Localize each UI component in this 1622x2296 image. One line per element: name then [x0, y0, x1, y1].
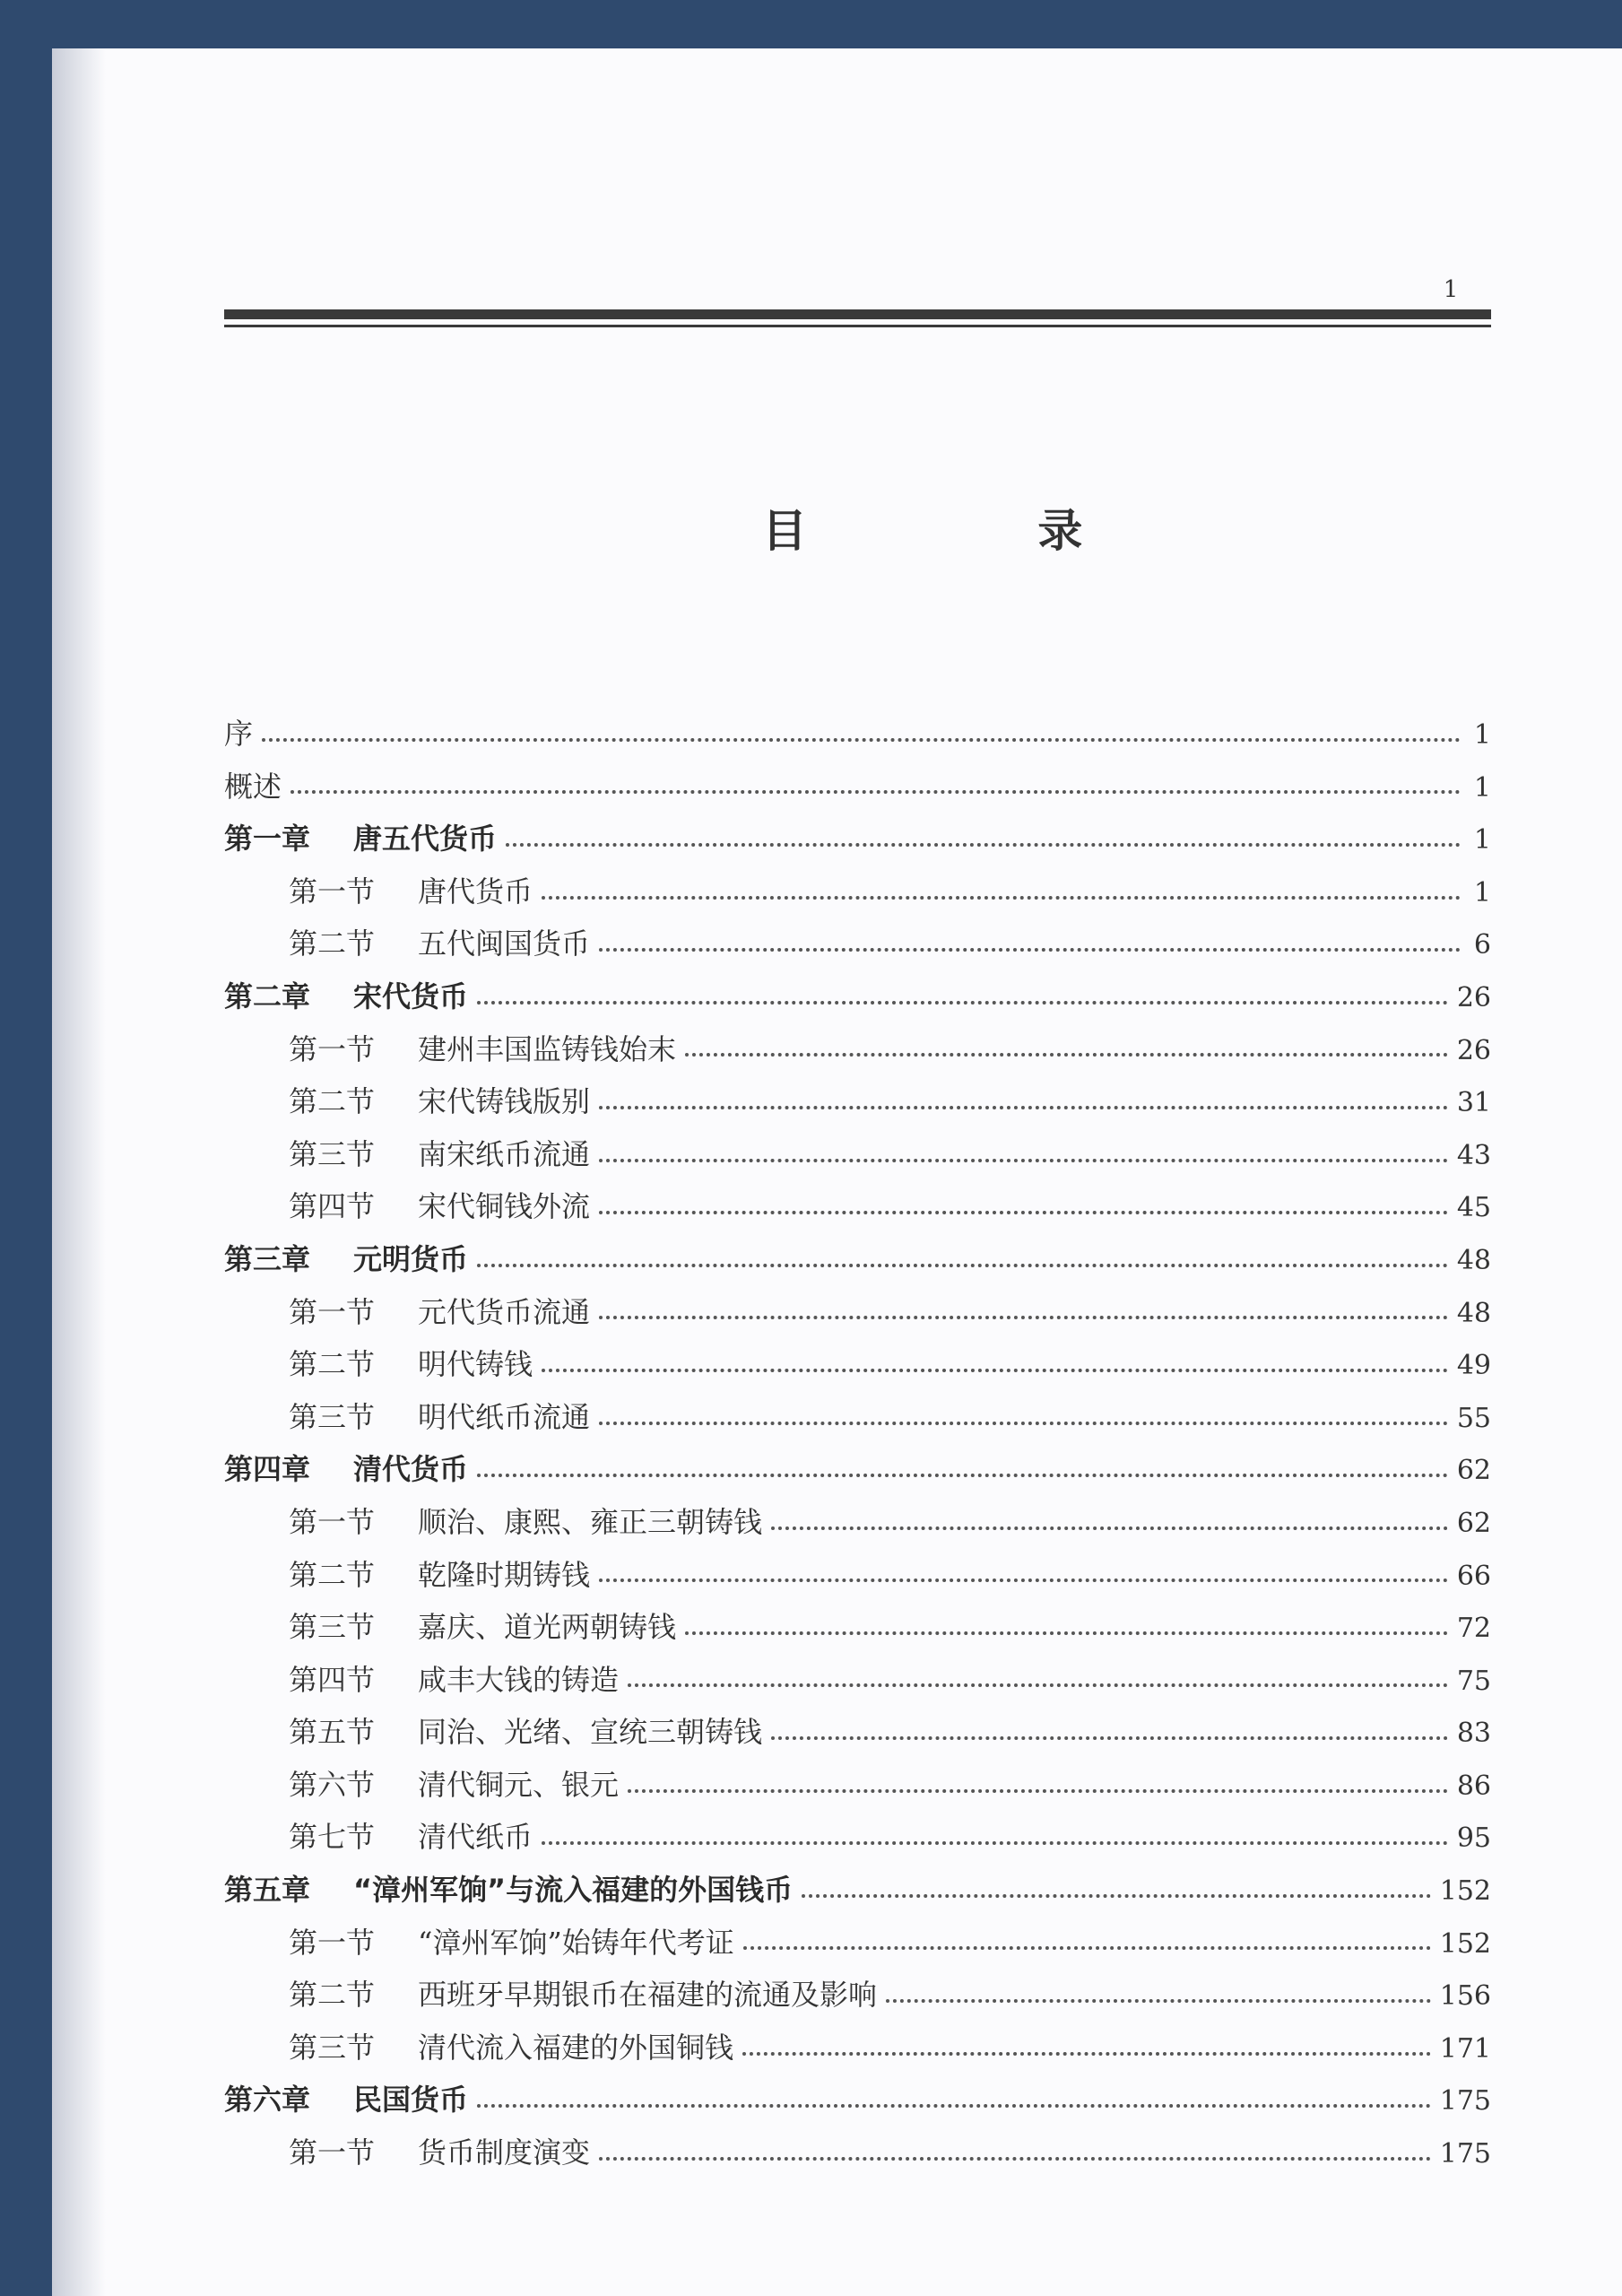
- toc-section-entry: [224, 1654, 1491, 1707]
- toc-section-entry: [224, 2022, 1491, 2074]
- toc-entry-number: 第七节: [289, 1820, 376, 1855]
- toc-section-entry: [224, 1338, 1491, 1391]
- toc-entry-page: 1: [1473, 719, 1491, 751]
- toc-entry-number: 第一节: [289, 1031, 376, 1066]
- dot-leader: [599, 1105, 1448, 1109]
- toc-entry-number: 第三章: [224, 1241, 311, 1276]
- toc-entry-label: [224, 708, 253, 761]
- toc-section-entry: [224, 1128, 1491, 1181]
- dot-leader: [771, 1526, 1448, 1530]
- toc-entry-title: 清代纸币: [418, 1820, 533, 1855]
- toc-entry-number: 第三节: [289, 1399, 376, 1434]
- dot-leader: [802, 1893, 1431, 1898]
- toc-entry-label: [224, 761, 282, 813]
- toc-entry-page: 6: [1473, 929, 1491, 961]
- toc-section-entry: [224, 1075, 1491, 1128]
- dot-leader: [685, 1052, 1448, 1057]
- toc-entry-page: 1: [1473, 876, 1491, 909]
- toc-entry-page: 75: [1456, 1665, 1491, 1697]
- toc-entry-page: 1: [1473, 771, 1491, 804]
- toc-entry-number: 第二节: [289, 1978, 376, 2013]
- toc-section-entry: [224, 1601, 1491, 1654]
- dot-leader: [599, 1158, 1448, 1162]
- toc-section-entry: [224, 1811, 1491, 1864]
- toc-entry-label: [289, 1128, 590, 1181]
- toc-entry-page: 31: [1456, 1087, 1491, 1119]
- toc-entry-label: [224, 1864, 793, 1917]
- toc-entry-label: [289, 2022, 733, 2074]
- toc-entry-label: [289, 1496, 762, 1549]
- header-rule-thin: [224, 325, 1491, 327]
- toc-entry-title: 咸丰大钱的铸造: [418, 1662, 620, 1697]
- dot-leader: [542, 1840, 1448, 1845]
- toc-entry-number: 第一节: [289, 2135, 376, 2170]
- toc-entry-title: 概述: [224, 769, 282, 804]
- toc-entry-label: [224, 2074, 468, 2126]
- dot-leader: [886, 1998, 1431, 2003]
- page-number: 1: [1443, 276, 1459, 303]
- toc-entry-page: 72: [1456, 1613, 1491, 1645]
- toc-entry-label: [224, 970, 468, 1023]
- toc-section-entry: [224, 1496, 1491, 1549]
- toc-entry-number: 第一节: [289, 874, 376, 909]
- dot-leader: [742, 2051, 1431, 2056]
- dot-leader: [599, 2156, 1431, 2161]
- toc-entry-title: 货币制度演变: [418, 2135, 591, 2170]
- toc-entry-title: 西班牙早期银币在福建的流通及影响: [418, 1978, 878, 2013]
- toc-entry-label: [289, 1391, 590, 1444]
- toc-entry-number: 第二节: [289, 926, 376, 961]
- toc-entry-title: 乾隆时期铸钱: [418, 1557, 591, 1592]
- dot-leader: [599, 1421, 1448, 1425]
- toc-section-entry: [224, 918, 1491, 970]
- toc-chapter-entry: [224, 1443, 1491, 1496]
- dot-leader: [477, 2103, 1431, 2108]
- spine-shadow: [52, 48, 106, 2296]
- toc-entry-label: [289, 1023, 676, 1076]
- toc-entry-label: [289, 1286, 590, 1339]
- toc-section-entry: [224, 1969, 1491, 2022]
- dot-leader: [628, 1683, 1448, 1687]
- dot-leader: [771, 1735, 1448, 1740]
- toc-section-entry: [224, 1391, 1491, 1444]
- toc-entry-page: 55: [1456, 1402, 1491, 1434]
- toc-entry-title: 五代闽国货币: [418, 926, 591, 961]
- toc-entry-page: 175: [1439, 2138, 1491, 2170]
- dot-leader: [628, 1788, 1448, 1793]
- toc-entry-label: [224, 813, 497, 865]
- toc-entry: [224, 708, 1491, 761]
- dot-leader: [262, 737, 1461, 742]
- toc-entry-number: 第三节: [289, 1136, 376, 1171]
- toc-entry-label: [224, 1233, 468, 1286]
- toc-chapter-entry: [224, 1233, 1491, 1286]
- toc-entry-number: 第四章: [224, 1452, 311, 1487]
- toc-entry-page: 95: [1456, 1822, 1491, 1855]
- dot-leader: [477, 1263, 1448, 1267]
- toc-entry-label: [289, 1075, 590, 1128]
- toc-entry-page: 152: [1439, 1927, 1491, 1960]
- toc-section-entry: [224, 1706, 1491, 1759]
- toc-entry-title: 元代货币流通: [418, 1294, 591, 1329]
- dot-leader: [477, 1473, 1448, 1477]
- toc-entry-number: 第四节: [289, 1662, 376, 1697]
- dot-leader: [685, 1631, 1448, 1635]
- toc-chapter-entry: [224, 2074, 1491, 2126]
- toc-entry-title: 明代铸钱: [418, 1347, 533, 1382]
- toc-entry-page: 86: [1456, 1770, 1491, 1802]
- toc-entry-label: [289, 1917, 734, 1970]
- toc-entry-number: 第一节: [289, 1504, 376, 1539]
- toc-entry-number: 第五节: [289, 1715, 376, 1750]
- toc-entry-number: 第三节: [289, 1610, 376, 1645]
- toc-entry-page: 49: [1456, 1350, 1491, 1382]
- dot-leader: [542, 895, 1461, 900]
- toc-entry-title: 元明货币: [353, 1241, 469, 1276]
- toc-entry-label: [224, 1443, 468, 1496]
- toc-entry-page: 152: [1439, 1875, 1491, 1908]
- toc-entry-label: [289, 1811, 533, 1864]
- toc-entry-page: 62: [1456, 1455, 1491, 1487]
- toc-entry-label: [289, 865, 533, 918]
- toc-entry-title: 建州丰国监铸钱始末: [418, 1031, 677, 1066]
- toc-entry-number: 第五章: [224, 1873, 311, 1908]
- toc-entry-label: [289, 1338, 533, 1391]
- toc-entry-page: 48: [1456, 1244, 1491, 1276]
- toc-section-entry: [224, 1023, 1491, 1076]
- toc-entry-page: 171: [1439, 2032, 1491, 2065]
- toc-entry-page: 66: [1456, 1560, 1491, 1592]
- toc-entry-page: 83: [1456, 1718, 1491, 1750]
- toc-entry-number: 第二节: [289, 1347, 376, 1382]
- toc-entry-title: 同治、光绪、宣统三朝铸钱: [418, 1715, 763, 1750]
- dot-leader: [599, 947, 1461, 952]
- toc-section-entry: [224, 1759, 1491, 1812]
- toc-entry-number: 第一节: [289, 1294, 376, 1329]
- toc-entry-label: [289, 918, 590, 970]
- dot-leader: [599, 1315, 1448, 1319]
- toc-entry-page: 175: [1439, 2085, 1491, 2118]
- toc-entry-title: 唐代货币: [418, 874, 533, 909]
- toc-entry-title: 宋代铜钱外流: [418, 1189, 591, 1224]
- toc-entry: [224, 761, 1491, 813]
- toc-chapter-entry: [224, 1864, 1491, 1917]
- toc-entry-page: 45: [1456, 1192, 1491, 1224]
- toc-entry-number: 第六节: [289, 1767, 376, 1802]
- dot-leader: [477, 1000, 1448, 1004]
- toc-entry-label: [289, 1759, 619, 1812]
- dot-leader: [291, 789, 1461, 794]
- toc-entry-label: [289, 1601, 676, 1654]
- toc-entry-number: 第二节: [289, 1557, 376, 1592]
- toc-entry-title: 南宋纸币流通: [418, 1136, 591, 1171]
- toc-entry-title: “漳州军饷”始铸年代考证: [418, 1925, 734, 1960]
- dot-leader: [599, 1578, 1448, 1582]
- toc-entry-label: [289, 2126, 590, 2179]
- dot-leader: [599, 1210, 1448, 1214]
- toc-chapter-entry: [224, 970, 1491, 1023]
- toc-entry-page: 43: [1456, 1139, 1491, 1171]
- toc-entry-label: [289, 1969, 877, 2022]
- toc-entry-page: 26: [1456, 1034, 1491, 1066]
- dot-leader: [542, 1368, 1448, 1372]
- toc-entry-title: 清代铜元、银元: [418, 1767, 620, 1802]
- toc-entry-title: 清代流入福建的外国铜钱: [418, 2030, 734, 2065]
- toc-section-entry: [224, 2126, 1491, 2179]
- dot-leader: [743, 1945, 1431, 1950]
- toc-entry-label: [289, 1549, 590, 1602]
- toc-entry-number: 第六章: [224, 2083, 311, 2118]
- toc-title: 目 录: [762, 505, 1191, 557]
- header-rule: [224, 309, 1491, 319]
- toc-entry-title: 明代纸币流通: [418, 1399, 591, 1434]
- toc-entry-number: 第一节: [289, 1925, 376, 1960]
- toc-entry-title: 序: [224, 717, 254, 751]
- toc-section-entry: [224, 1917, 1491, 1970]
- toc-entry-title: 宋代货币: [353, 978, 469, 1013]
- toc-section-entry: [224, 865, 1491, 918]
- toc-entry-title: 清代货币: [353, 1452, 469, 1487]
- toc-entry-title: 唐五代货币: [353, 822, 498, 857]
- toc-entry-label: [289, 1180, 590, 1233]
- toc-entry-page: 1: [1473, 824, 1491, 857]
- toc-chapter-entry: [224, 813, 1491, 865]
- dot-leader: [506, 842, 1461, 847]
- toc-section-entry: [224, 1180, 1491, 1233]
- toc-entry-number: 第二节: [289, 1084, 376, 1119]
- table-of-contents: [224, 708, 1491, 2179]
- toc-entry-number: 第四节: [289, 1189, 376, 1224]
- toc-entry-title: 宋代铸钱版别: [418, 1084, 591, 1119]
- toc-section-entry: [224, 1549, 1491, 1602]
- toc-entry-label: [289, 1706, 762, 1759]
- toc-entry-number: 第二章: [224, 978, 311, 1013]
- toc-entry-page: 156: [1439, 1980, 1491, 2013]
- toc-entry-label: [289, 1654, 619, 1707]
- toc-entry-title: “漳州军饷”与流入福建的外国钱币: [353, 1873, 794, 1908]
- toc-section-entry: [224, 1286, 1491, 1339]
- toc-entry-title: 顺治、康熙、雍正三朝铸钱: [418, 1504, 763, 1539]
- toc-entry-page: 62: [1456, 1507, 1491, 1539]
- toc-entry-page: 48: [1456, 1297, 1491, 1329]
- toc-entry-number: 第一章: [224, 822, 311, 857]
- toc-entry-title: 嘉庆、道光两朝铸钱: [418, 1610, 677, 1645]
- toc-entry-number: 第三节: [289, 2030, 376, 2065]
- toc-entry-title: 民国货币: [353, 2083, 469, 2118]
- toc-entry-page: 26: [1456, 981, 1491, 1013]
